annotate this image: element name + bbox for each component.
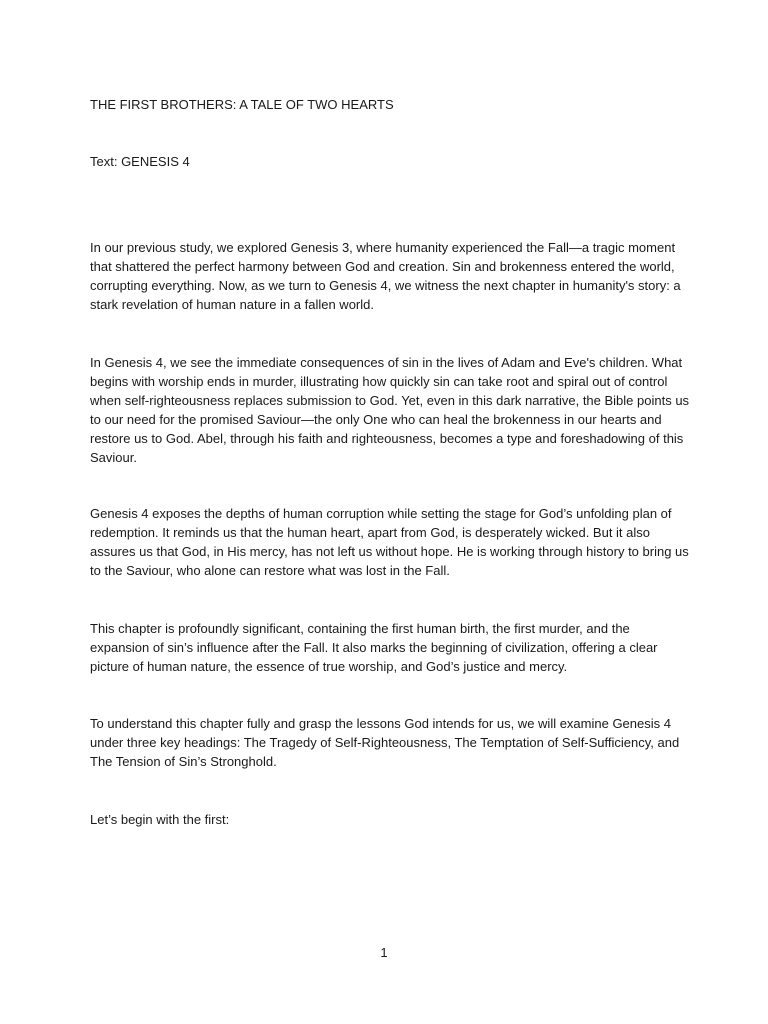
paragraph-begin-first: Let’s begin with the first: — [90, 812, 230, 827]
paragraph-human-corruption: Genesis 4 exposes the depths of human corruption while setting the stage for God’s unfolding plan of redemption. It reminds us that the human heart, apart from God, is desperately wicked. But it also assures us that God, in His mercy, has not left us without hope. He is working through history to bring us to the Saviour, who alone can restore what was lost in the Fall. — [90, 506, 689, 578]
paragraph-previous-study: In our previous study, we explored Genesis 3, where humanity experienced the Fall—a tragic moment that shattered the perfect harmony between God and creation. Sin and brokenness entered the world, corrupting everything. Now, as we turn to Genesis 4, we witness the next chapter in humanity's story: a stark revelation of human nature in a fallen world. — [90, 240, 681, 312]
paragraph-three-headings: To understand this chapter fully and grasp the lessons God intends for us, we will examine Genesis 4 under three key headings: The Tragedy of Self-Righteousness, The Temptation of Self-Sufficiency, and The Tension of Sin’s Stronghold. — [90, 716, 680, 769]
page-number: 1 — [380, 945, 388, 960]
paragraph-consequences-of-sin: In Genesis 4, we see the immediate consequences of sin in the lives of Adam and Eve's children. What begins with worship ends in murder, illustrating how quickly sin can take root and spiral out of control when self-righteousness replaces submission to God. Yet, even in this dark narrative, the Bible points us to our need for the promised Saviour—the only One who can heal the brokenness in our hearts and restore us to God. Abel, through his faith and righteousness, becomes a type and foreshadowing of this Saviour. — [90, 355, 690, 465]
document-title: THE FIRST BROTHERS: A TALE OF TWO HEARTS — [90, 97, 394, 112]
paragraph-chapter-significance: This chapter is profoundly significant, containing the first human birth, the first murder, and the expansion of sin’s influence after the Fall. It also marks the beginning of civilization, offering a clear picture of human nature, the essence of true worship, and God’s justice and mercy. — [90, 621, 658, 674]
text-reference: Text: GENESIS 4 — [90, 154, 190, 169]
